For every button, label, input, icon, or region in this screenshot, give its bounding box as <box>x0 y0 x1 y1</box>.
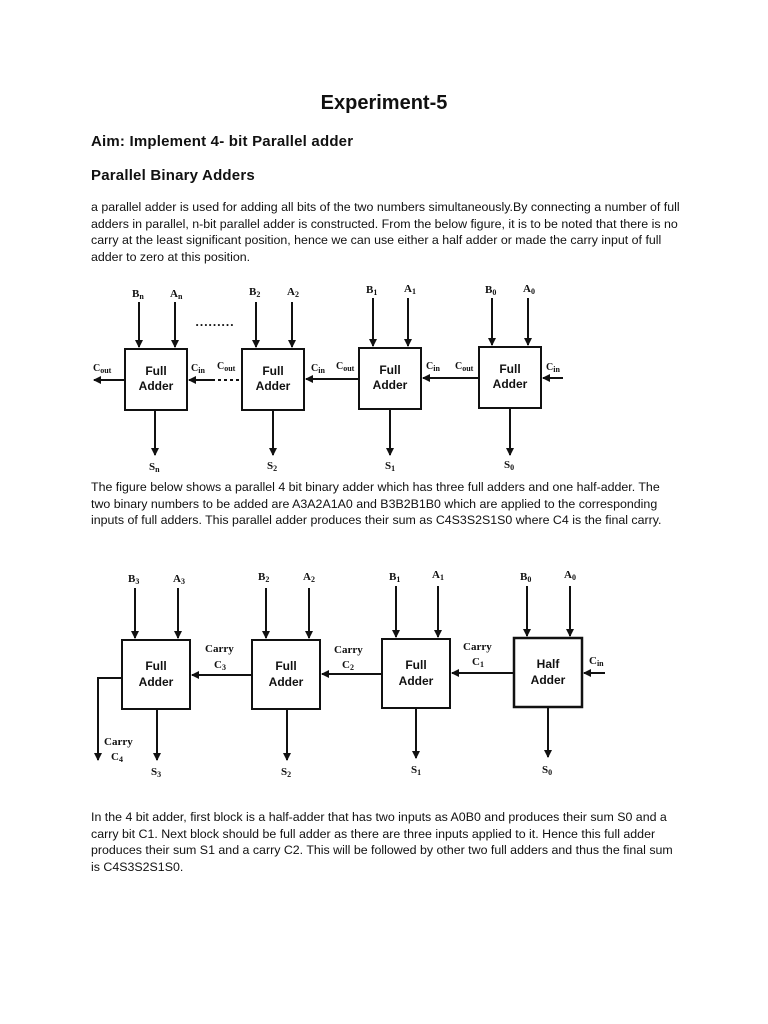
svg-text:Full: Full <box>145 364 167 378</box>
svg-text:C2: C2 <box>342 659 354 672</box>
svg-text:Adder: Adder <box>138 379 174 393</box>
svg-text:Full: Full <box>405 658 427 672</box>
nbit-adder-diagram <box>0 280 768 480</box>
ellipsis: ……… <box>195 314 234 329</box>
full-adder-block-3 <box>122 640 190 709</box>
svg-text:Full: Full <box>262 364 284 378</box>
svg-text:A0: A0 <box>564 569 576 582</box>
svg-text:B0: B0 <box>485 284 497 297</box>
section-heading: Parallel Binary Adders <box>91 167 255 184</box>
svg-text:A1: A1 <box>432 569 444 582</box>
svg-text:A2: A2 <box>303 571 315 584</box>
svg-text:B3: B3 <box>128 573 140 586</box>
svg-text:B1: B1 <box>366 284 378 297</box>
svg-text:B1: B1 <box>389 571 401 584</box>
full-adder-block-1 <box>359 348 421 409</box>
4bit-adder-diagram <box>0 560 768 790</box>
full-adder-block-n <box>125 349 187 410</box>
svg-text:Carry: Carry <box>205 643 234 655</box>
svg-text:S1: S1 <box>385 460 396 473</box>
svg-text:C4: C4 <box>111 751 123 764</box>
svg-text:A2: A2 <box>287 286 299 299</box>
svg-text:A3: A3 <box>173 573 185 586</box>
svg-text:S1: S1 <box>411 764 422 777</box>
svg-text:S3: S3 <box>151 766 162 779</box>
svg-text:Full: Full <box>379 363 401 377</box>
svg-text:Adder: Adder <box>255 379 291 393</box>
svg-text:Cin: $C_{in}$ <box>311 363 325 375</box>
aim-heading: Aim: Implement 4- bit Parallel adder <box>91 133 354 150</box>
svg-text:S0: S0 <box>542 764 553 777</box>
page-title: Experiment-5 <box>320 92 448 114</box>
svg-text:S0: S0 <box>504 459 515 472</box>
svg-text:Cout: $C_{out}$ <box>455 361 474 373</box>
intro-paragraph: a parallel adder is used for adding all bits of the two numbers simultaneously.By connecting a number of full adders in parallel, n-bit parallel adder is constructed. From the below figure, it is to be noted that there is no carry at the least significant position, hence we can use either a half adder or made the carry input of full adder to zero at this position. <box>91 200 680 264</box>
svg-text:Adder: Adder <box>372 378 408 392</box>
middle-paragraph: The figure below shows a parallel 4 bit binary adder which has three full adders and one half-adder. The two binary numbers to be added are A3A2A1A0 and B3B2B1B0 which are applied to the corresponding inputs of full adders. This parallel adder produces their sum as C4S3S2S1S0 where C4 is the final carry. <box>91 480 662 527</box>
half-adder-block-0 <box>514 638 582 707</box>
svg-text:Carry: Carry <box>334 644 363 656</box>
svg-text:An: An <box>170 288 183 301</box>
svg-text:Adder: Adder <box>530 673 566 687</box>
svg-text:C3: C3 <box>214 659 226 672</box>
svg-text:Full: Full <box>145 659 167 673</box>
svg-text:A1: A1 <box>404 283 416 296</box>
svg-text:Half: Half <box>536 657 560 671</box>
full-adder-block-1 <box>382 639 450 708</box>
svg-text:Cout: $C_{out}$ <box>336 361 355 373</box>
svg-text:Cin: $C_{in}$ <box>191 363 205 375</box>
svg-text:Adder: Adder <box>138 675 174 689</box>
svg-text:Carry: Carry <box>463 641 492 653</box>
full-adder-block-0 <box>479 347 541 408</box>
svg-text:A0: A0 <box>523 283 535 296</box>
full-adder-block-2 <box>242 349 304 410</box>
svg-text:Full: Full <box>499 362 521 376</box>
svg-text:Cin: $C_{in}$ <box>546 362 560 374</box>
svg-text:B2: B2 <box>249 286 261 299</box>
svg-text:B2: B2 <box>258 571 270 584</box>
svg-text:Adder: Adder <box>398 674 434 688</box>
svg-text:Adder: Adder <box>268 675 304 689</box>
svg-text:Adder: Adder <box>492 377 528 391</box>
svg-text:Full: Full <box>275 659 297 673</box>
svg-text:Carry: Carry <box>104 736 133 748</box>
svg-text:Cout: $C_{out}$ <box>217 361 236 373</box>
svg-text:Cin: $C_{in}$ <box>426 361 440 373</box>
svg-text:Sn: Sn <box>149 461 160 474</box>
svg-text:S2: S2 <box>281 766 292 779</box>
svg-text:S2: S2 <box>267 460 278 473</box>
svg-text:Cin: Cin <box>589 655 604 668</box>
svg-text:Cout: $C_{out}$ <box>93 363 112 375</box>
final-paragraph: In the 4 bit adder, first block is a half-adder that has two inputs as A0B0 and produces their sum S0 and a carry bit C1. Next block should be full adder as there are three inputs applied to it. Hence this full adder produces their sum S1 and a carry C2. This will be followed by other two full adders and thus the final sum is C4S3S2S1S0. <box>91 810 673 874</box>
full-adder-block-2 <box>252 640 320 709</box>
svg-text:B0: B0 <box>520 571 532 584</box>
svg-text:Bn: Bn <box>132 288 144 301</box>
svg-text:C1: C1 <box>472 656 484 669</box>
